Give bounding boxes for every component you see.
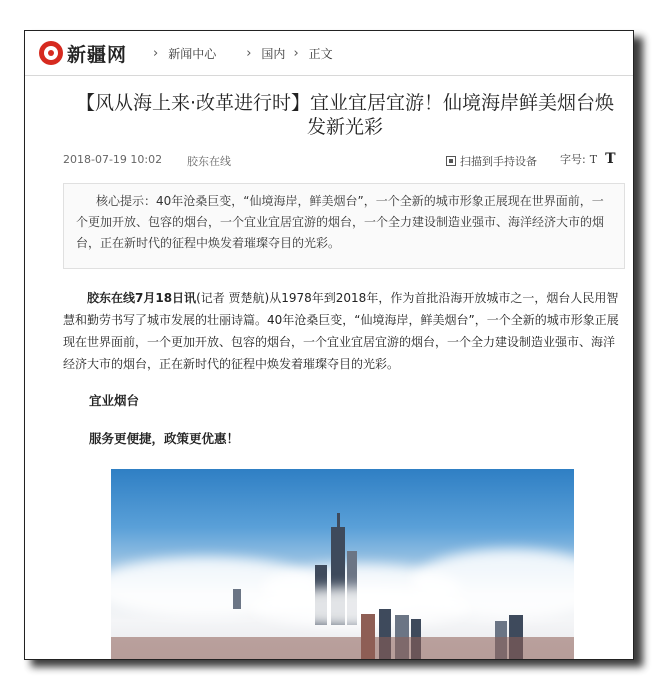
article-meta (63, 151, 623, 169)
article-source[interactable]: 胶东在线 (187, 155, 231, 168)
site-header (25, 31, 633, 76)
section-heading: 宜业烟台 (89, 393, 140, 408)
scan-label: 扫描到手持设备 (460, 155, 537, 168)
breadcrumb (145, 45, 333, 62)
chevron-right-icon: › (293, 46, 299, 61)
font-large-button[interactable]: T (605, 151, 616, 167)
breadcrumb-news-center[interactable]: 新闻中心 (168, 47, 217, 61)
chevron-right-icon: › (246, 46, 252, 61)
article-title: 【风从海上来·改革进行时】宜业宜居宜游！仙境海岸鲜美烟台焕发新光彩 (75, 92, 615, 138)
site-name: 新疆网 (67, 43, 128, 66)
lead-text: (记者 贾楚航)从1978年到2018年，作为首批沿海开放城市之一，烟台人民用智慧和勤劳书写了城市发展的壮丽诗篇。40年沧桑巨变，“仙境海岸，鲜美烟台”，一个全新的城市形象正展现在世界面前，一个更加开放、包容的烟台，一个宜业宜居宜游的烟台，一个全力建设制造业强市、海洋经济大市的烟台，正在新时代的征程中焕发着璀璨夺目的光彩。 (63, 291, 619, 371)
article-photo (111, 469, 574, 660)
article-body (63, 287, 625, 375)
summary-label: 核心提示： (96, 194, 157, 208)
qr-code-icon (446, 156, 456, 166)
lead-dateline: 胶东在线7月18日讯 (87, 291, 197, 305)
publish-date: 2018-07-19 10:02 (63, 153, 163, 166)
font-small-button[interactable]: T (589, 152, 598, 166)
font-size-label: 字号: (560, 153, 586, 166)
scan-to-mobile-button[interactable] (446, 153, 537, 169)
summary-text: 40年沧桑巨变，“仙境海岸，鲜美烟台”，一个全新的城市形象正展现在世界面前，一个更加开放、包容的烟台，一个宜业宜居宜游的烟台，一个全力建设制造业强市、海洋经济大市的烟台，正在新时代的征程中焕发着璀璨夺目的光彩。 (76, 194, 605, 250)
site-logo[interactable] (39, 39, 127, 67)
article-page (24, 30, 634, 660)
logo-icon (39, 41, 63, 65)
chevron-right-icon: › (153, 46, 159, 61)
summary-box (63, 183, 625, 269)
font-size-control (560, 151, 615, 167)
lead-paragraph (63, 287, 625, 375)
breadcrumb-domestic[interactable]: 国内 (261, 47, 286, 61)
breadcrumb-current: 正文 (308, 47, 333, 61)
section-subheading: 服务更便捷，政策更优惠！ (89, 431, 240, 446)
